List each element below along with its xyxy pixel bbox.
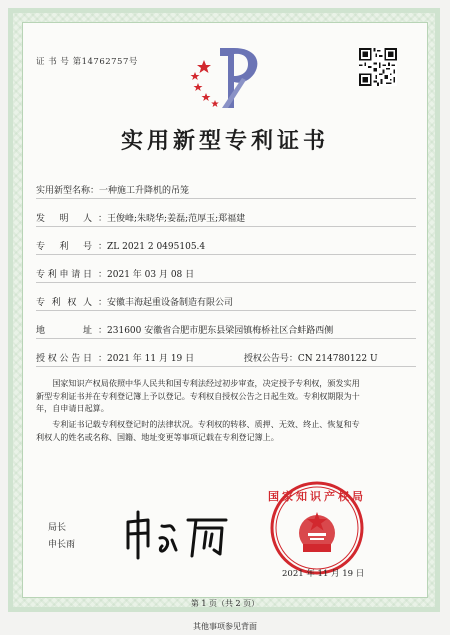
- certificate-number: 证 书 号 第14762757号: [36, 57, 138, 67]
- field-label: 实用新型名称: [36, 186, 91, 196]
- field-grant: 授权公告日 ：2021 年 11 月 19 日 授权公告号：CN 214780122 U: [36, 351, 378, 364]
- official-red-seal-icon: [263, 478, 371, 578]
- divider: [36, 198, 416, 199]
- grant-pub-value: CN 214780122 U: [297, 354, 378, 364]
- field-inventors: 发 明 人 ：王俊峰;朱晓华;姜磊;范厚玉;郑福建: [36, 211, 245, 224]
- divider: [36, 282, 416, 283]
- field-label: 专利申请日: [36, 270, 92, 280]
- field-value: 王俊峰;朱晓华;姜磊;范厚玉;郑福建: [107, 214, 246, 224]
- signatory: [48, 520, 75, 554]
- seal-date: 2021 年 11 月 19 日: [282, 569, 365, 579]
- statement-paragraph-1: 国家知识产权局依照中华人民共和国专利法经过初步审查，决定授予专利权，颁发实用 新型专利证书并在专利登记簿上予以登记。专利权自授权公告之日起生效。专利权期限为十 年，自申请日起算。: [36, 378, 360, 413]
- field-patent-number: 专 利 号 ：ZL 2021 2 0495105.4: [36, 239, 205, 252]
- field-filing-date: 专利申请日 ：2021 年 03 月 08 日: [36, 267, 194, 280]
- qr-code-icon: [359, 48, 397, 86]
- field-value: 231600 安徽省合肥市肥东县梁园镇梅桥社区合蚌路西侧: [107, 326, 334, 336]
- page-number: 第 1 页（共 2 页）: [190, 599, 260, 608]
- divider: [36, 366, 416, 367]
- seal-text: 国家知识产权局: [268, 490, 366, 503]
- divider: [36, 310, 416, 311]
- certificate-title: 实用新型专利证书: [120, 128, 329, 154]
- grant-date-value: 2021 年 11 月 19 日: [107, 354, 195, 364]
- signatory-name: 申长雨: [48, 540, 76, 550]
- field-value: ZL 2021 2 0495105.4: [107, 242, 206, 252]
- signatory-role: 局长: [48, 523, 67, 533]
- field-value: 一种施工升降机的吊笼: [99, 186, 190, 196]
- field-address: 地 址 ：231600 安徽省合肥市肥东县梁园镇梅桥社区合蚌路西侧: [36, 323, 333, 336]
- field-utility-model-name: 实用新型名称：一种施工升降机的吊笼: [36, 183, 189, 196]
- field-value: 安徽丰海起重设备制造有限公司: [107, 298, 234, 308]
- divider: [36, 338, 416, 339]
- statement-paragraph-2: 专利证书记载专利权登记时的法律状况。专利权的转移、质押、无效、终止、恢复和专 利权人的姓名或名称、国籍、地址变更等事项记载在专利登记簿上。: [36, 419, 360, 442]
- grant-pub-label: 授权公告号: [243, 354, 289, 364]
- handwritten-signature-icon: [118, 508, 238, 562]
- divider: [36, 254, 416, 255]
- field-label: 地 址: [36, 326, 92, 336]
- field-label: 发 明 人: [36, 214, 92, 224]
- field-value: 2021 年 03 月 08 日: [107, 270, 195, 280]
- footer-note: 其他事项参见背面: [193, 622, 257, 631]
- field-label: 专 利 号: [36, 242, 92, 252]
- divider: [36, 226, 416, 227]
- cnipa-logo-icon: [184, 42, 268, 114]
- grant-date-label: 授权公告日: [36, 354, 92, 364]
- field-patentee: 专 利 权 人 ：安徽丰海起重设备制造有限公司: [36, 295, 233, 308]
- field-label: 专 利 权 人: [36, 298, 92, 308]
